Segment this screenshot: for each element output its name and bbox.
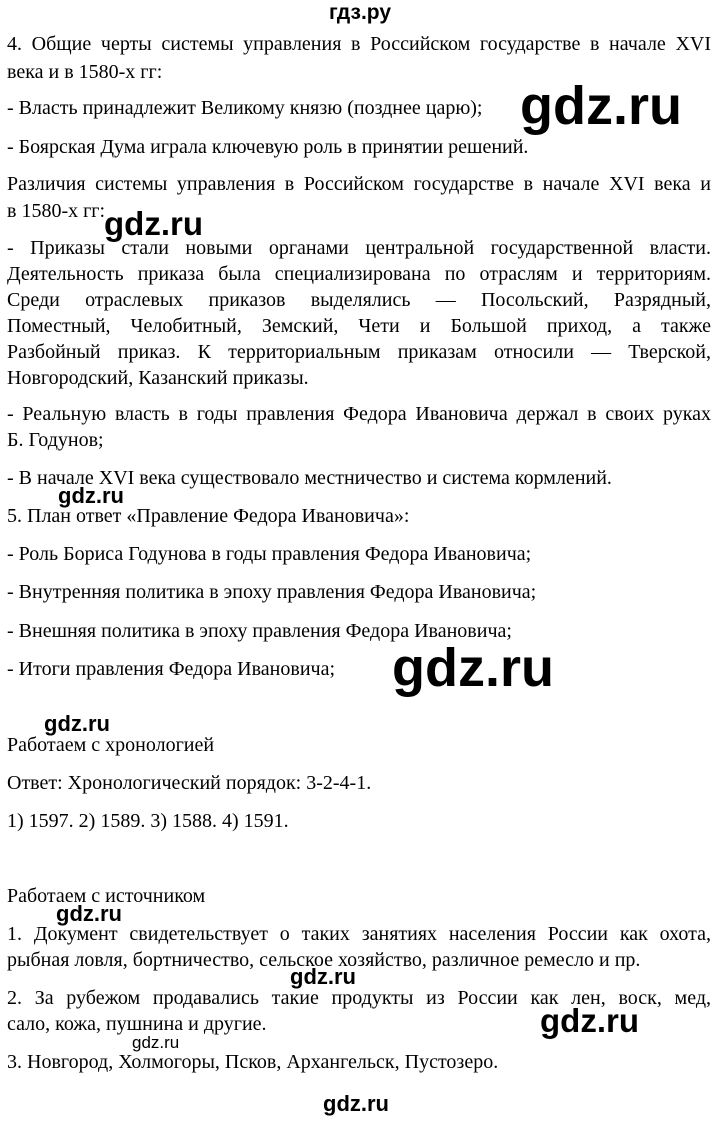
text-line: Ответ: Хронологический порядок: 3-2-4-1. (7, 772, 372, 794)
text-line: - Внешняя политика в эпоху правления Федора Ивановича; (7, 620, 512, 642)
text-line: 5. План ответ «Правление Федора Ивановича»: (7, 505, 410, 527)
text-line: 1) 1597. 2) 1589. 3) 1588. 4) 1591. (7, 810, 289, 832)
text-line: - Роль Бориса Годунова в годы правления Федора Ивановича; (7, 543, 532, 565)
text-line: Деятельность приказа была специализирована по отраслям и территориям. (7, 263, 711, 285)
text-line: 4. Общие черты системы управления в Российском государстве в начале XVI (7, 33, 711, 55)
watermark: gdz.ru (56, 901, 122, 926)
watermark: gdz.ru (392, 638, 554, 698)
watermark: gdz.ru (290, 964, 356, 989)
text-line: 1. Документ свидетельствует о таких занятиях населения России как охота, (7, 923, 711, 945)
watermark: gdz.ru (132, 1033, 180, 1052)
watermark: gdz.ru (323, 1091, 389, 1116)
text-line: рыбная ловля, бортничество, сельское хозяйство, различное ремесло и пр. (7, 949, 641, 971)
section-heading: Работаем с источником (7, 885, 206, 907)
text-line: - Реальную власть в годы правления Федора Ивановича держал в своих руках (7, 403, 711, 425)
text-line: - Власть принадлежит Великому князю (позднее царю); (7, 97, 483, 119)
text-line: Среди отраслевых приказов выделялись — Посольский, Разрядный, (7, 289, 711, 311)
text-line: - Приказы стали новыми органами центральной государственной власти. (7, 237, 711, 259)
text-line: Новгородский, Казанский приказы. (7, 367, 309, 389)
watermark: gdz.ru (104, 205, 203, 242)
text-line: Разбойный приказ. К территориальным приказам относили — Тверской, (7, 341, 711, 363)
text-line: Поместный, Челобитный, Земский, Чети и Большой приход, а также (7, 315, 711, 337)
text-line: Различия системы управления в Российском государстве в начале XVI века и (7, 173, 711, 195)
text-line: века и в 1580-х гг: (7, 61, 163, 83)
text-line: - Внутренняя политика в эпоху правления Федора Ивановича; (7, 581, 537, 603)
page-header: гдз.ру (328, 1, 392, 24)
watermark: gdz.ru (520, 76, 682, 136)
text-line: в 1580-х гг: (7, 200, 106, 222)
section-heading: Работаем с хронологией (7, 734, 215, 756)
text-line: Б. Годунов; (7, 429, 104, 451)
text-line: - Боярская Дума играла ключевую роль в принятии решений. (7, 136, 529, 158)
text-line: 2. За рубежом продавались такие продукты из России как лен, воск, мед, (7, 987, 711, 1009)
watermark: gdz.ru (58, 483, 124, 508)
text-line: - В начале XVI века существовало местничество и система кормлений. (7, 467, 612, 489)
text-line: - Итоги правления Федора Ивановича; (7, 658, 336, 680)
watermark: gdz.ru (540, 1002, 639, 1039)
text-line: сало, кожа, пушнина и другие. (7, 1013, 267, 1035)
text-line: 3. Новгород, Холмогоры, Псков, Архангельск, Пустозеро. (7, 1051, 499, 1073)
watermark: gdz.ru (44, 711, 110, 736)
